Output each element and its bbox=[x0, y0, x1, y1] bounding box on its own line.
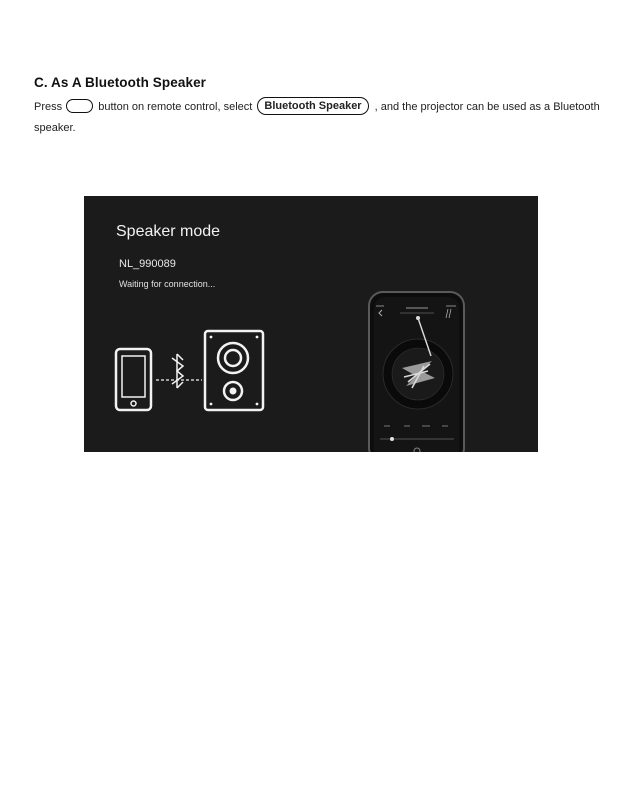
phone-music-player-icon bbox=[369, 292, 464, 452]
screen-illustration bbox=[84, 196, 538, 452]
screen-title: Speaker mode bbox=[116, 223, 221, 240]
connection-status: Waiting for connection... bbox=[119, 279, 216, 289]
speaker-mode-screen bbox=[84, 196, 538, 452]
speaker-icon bbox=[205, 331, 263, 410]
text-button-on-remote: button on remote control, select bbox=[98, 101, 253, 113]
bluetooth-speaker-button-label: Bluetooth Speaker bbox=[257, 97, 368, 115]
remote-key-icon bbox=[66, 99, 93, 113]
text-projector-speaker: , and the projector can be used as a Bluetooth speaker. bbox=[34, 101, 600, 134]
instruction-paragraph bbox=[34, 97, 609, 139]
text-press: Press bbox=[34, 101, 63, 113]
section-heading: C. As A Bluetooth Speaker bbox=[34, 75, 207, 90]
device-name: NL_990089 bbox=[119, 258, 176, 270]
bluetooth-icon bbox=[172, 354, 183, 388]
smartphone-icon bbox=[116, 349, 151, 410]
